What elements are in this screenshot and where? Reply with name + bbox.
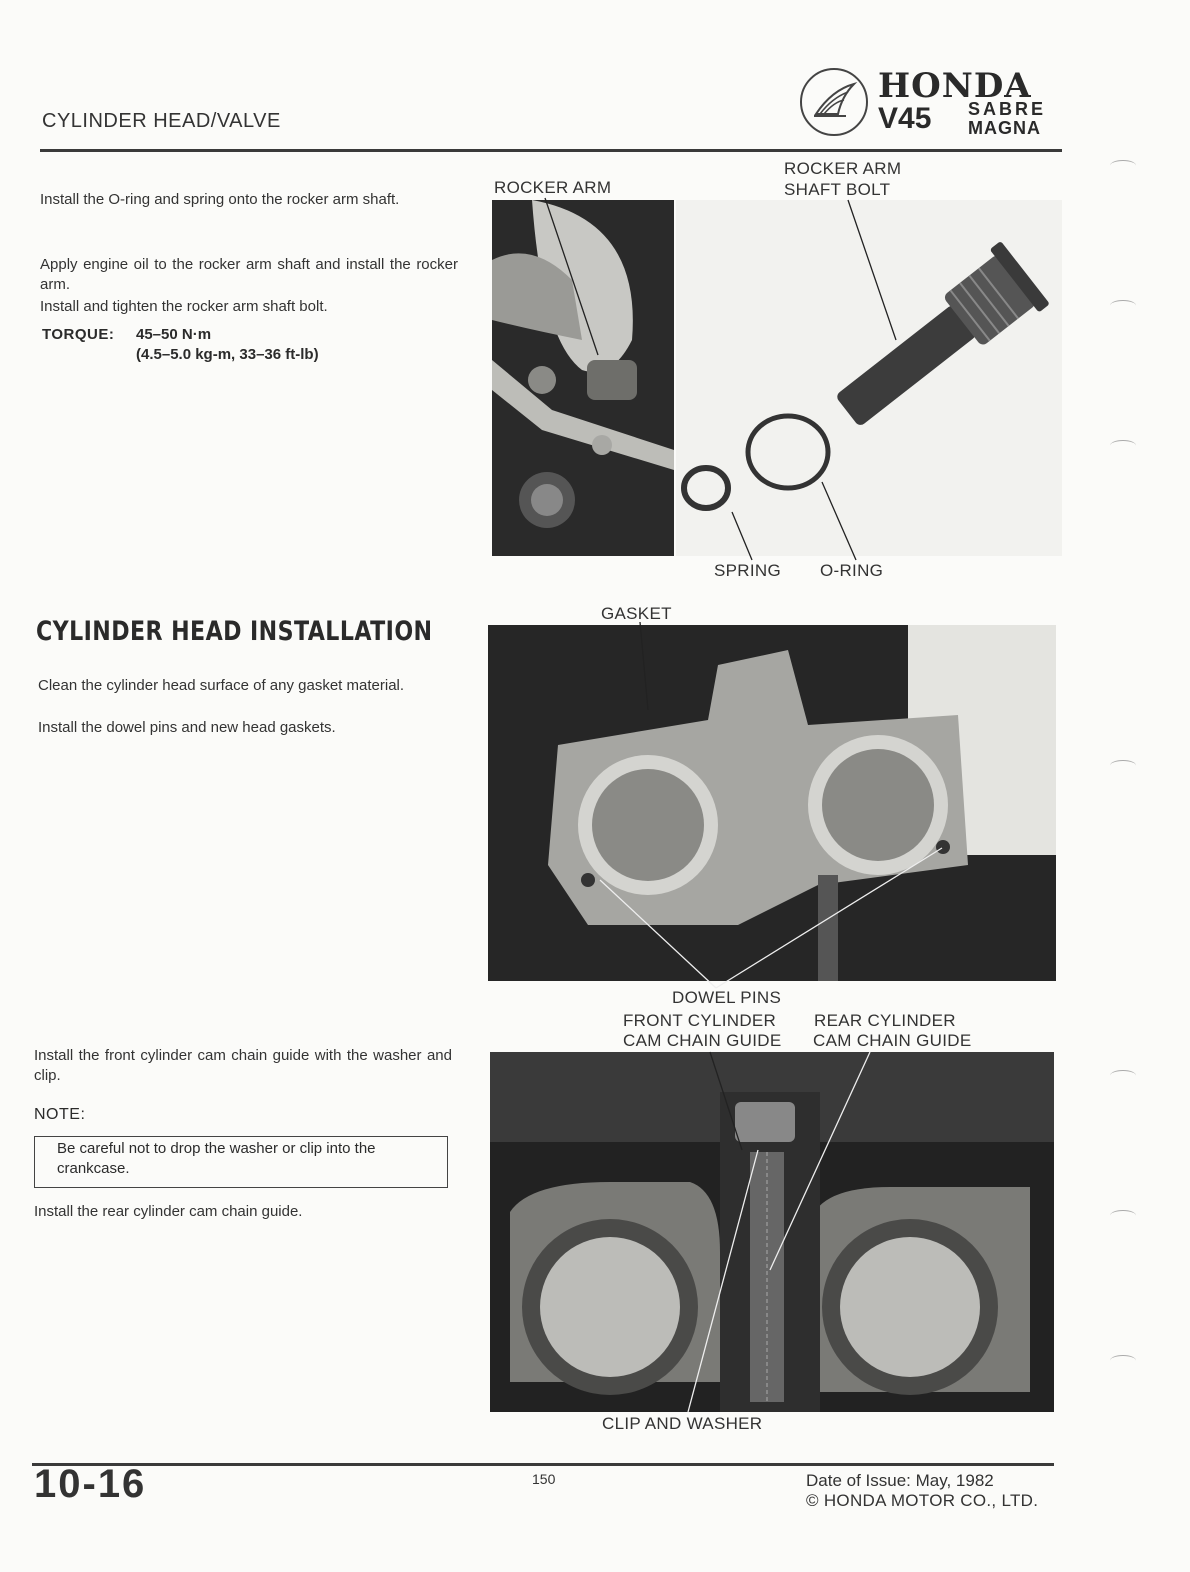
step1-paragraph-2: Apply engine oil to the rocker arm shaft and install the rocker arm. — [40, 256, 458, 293]
label-shaft-bolt-line1: ROCKER ARM — [784, 159, 902, 178]
label-rocker-arm: ROCKER ARM — [494, 178, 612, 197]
punch-mark — [1110, 760, 1136, 771]
figure1-leader-lines — [0, 0, 1190, 620]
brand-name: HONDA — [878, 66, 1032, 106]
figure2-leader-lines — [0, 600, 1190, 1000]
figure3-leader-lines — [0, 1040, 1190, 1440]
model-name: V45 — [878, 102, 932, 135]
section2-paragraph-2: Install the dowel pins and new head gaskets. — [38, 719, 336, 736]
punch-mark — [1110, 1210, 1136, 1221]
page-code: 10-16 — [34, 1462, 147, 1506]
step1-paragraph-3: Install and tighten the rocker arm shaft bolt. — [40, 298, 328, 315]
label-rear-guide-line1: REAR CYLINDER — [814, 1011, 956, 1030]
variant-sabre: SABRE — [968, 99, 1047, 119]
date-of-issue: Date of Issue: May, 1982 — [806, 1471, 994, 1490]
section-heading: CYLINDER HEAD INSTALLATION — [36, 616, 433, 647]
punch-mark — [1110, 1070, 1136, 1081]
section-title: CYLINDER HEAD/VALVE — [42, 110, 281, 132]
label-shaft-bolt-line2: SHAFT BOLT — [784, 180, 891, 199]
footer-rule — [32, 1463, 1054, 1466]
note-text: Be careful not to drop the washer or clip into the crankcase. — [57, 1140, 376, 1177]
variant-magna: MAGNA — [968, 118, 1041, 138]
page-number: 150 — [532, 1471, 556, 1487]
punch-mark — [1110, 1355, 1136, 1366]
copyright: © HONDA MOTOR CO., LTD. — [806, 1491, 1039, 1510]
label-front-guide-line2: CAM CHAIN GUIDE — [623, 1031, 782, 1050]
label-o-ring: O-RING — [820, 561, 884, 580]
torque-label: TORQUE: — [42, 326, 115, 343]
label-rear-guide-line2: CAM CHAIN GUIDE — [813, 1031, 972, 1050]
punch-mark — [1110, 440, 1136, 451]
note-label: NOTE: — [34, 1106, 86, 1123]
torque-value-alt: (4.5–5.0 kg-m, 33–36 ft-lb) — [136, 346, 319, 363]
label-spring: SPRING — [714, 561, 781, 580]
label-dowel-pins: DOWEL PINS — [672, 988, 782, 1007]
label-clip-and-washer: CLIP AND WASHER — [602, 1414, 763, 1433]
torque-value: 45–50 N·m — [136, 326, 212, 343]
step3-paragraph-2: Install the rear cylinder cam chain guide. — [34, 1203, 303, 1220]
step1-paragraph-1: Install the O-ring and spring onto the rocker arm shaft. — [40, 191, 400, 208]
step3-paragraph-1: Install the front cylinder cam chain guide with the washer and clip. — [34, 1047, 452, 1084]
punch-mark — [1110, 300, 1136, 311]
section2-paragraph-1: Clean the cylinder head surface of any gasket material. — [38, 677, 405, 694]
label-gasket: GASKET — [601, 604, 672, 623]
punch-mark — [1110, 160, 1136, 171]
label-front-guide-line1: FRONT CYLINDER — [623, 1011, 777, 1030]
